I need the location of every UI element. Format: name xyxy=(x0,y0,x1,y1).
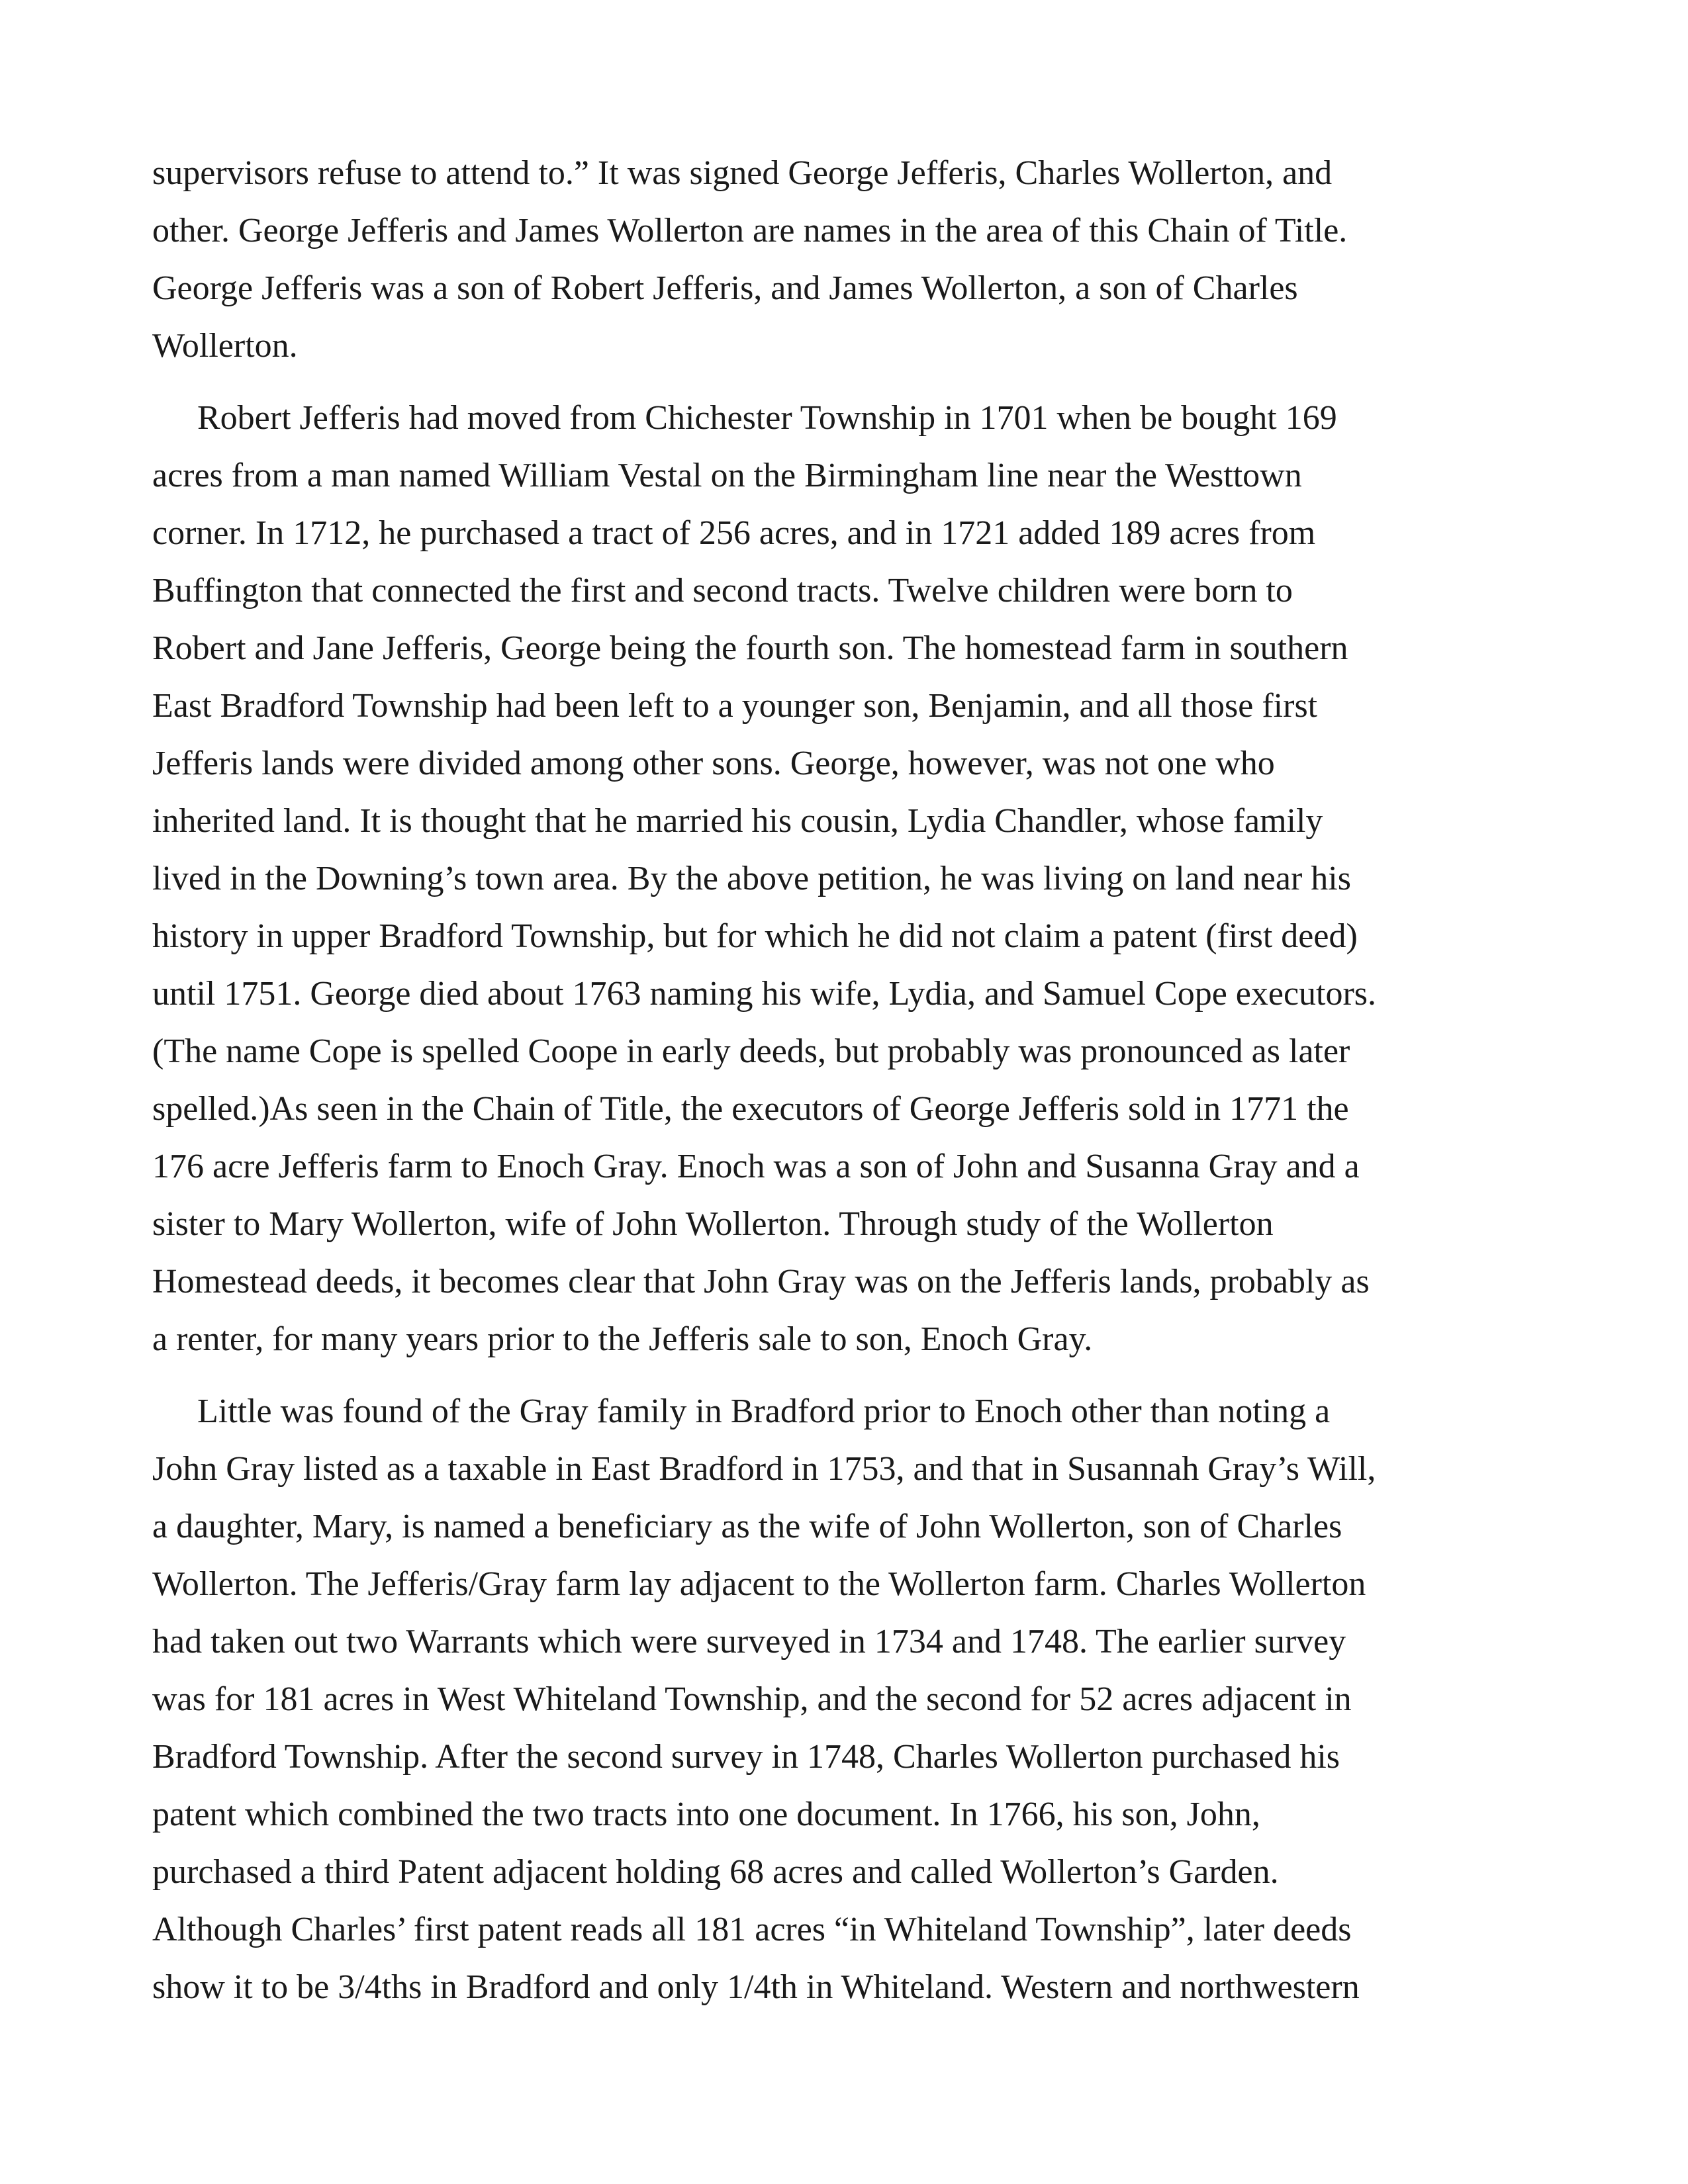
text-line: George Jefferis was a son of Robert Jefferis, and James Wollerton, a son of Charles xyxy=(152,269,1298,307)
text-line: Homestead deeds, it becomes clear that John Gray was on the Jefferis lands, probably as xyxy=(152,1263,1370,1300)
text-line: Little was found of the Gray family in Bradford prior to Enoch other than noting a xyxy=(197,1392,1331,1430)
paragraph-2 xyxy=(152,389,1549,1368)
text-line: until 1751. George died about 1763 naming his wife, Lydia, and Samuel Cope executors. xyxy=(152,975,1377,1013)
text-line: East Bradford Township had been left to a younger son, Benjamin, and all those first xyxy=(152,687,1318,725)
text-line: acres from a man named William Vestal on the Birmingham line near the Westtown xyxy=(152,457,1302,494)
text-line: 176 acre Jefferis farm to Enoch Gray. Enoch was a son of John and Susanna Gray and a xyxy=(152,1148,1360,1185)
text-line: patent which combined the two tracts into one document. In 1766, his son, John, xyxy=(152,1796,1260,1833)
text-line: Wollerton. xyxy=(152,327,298,365)
text-line: a daughter, Mary, is named a beneficiary as the wife of John Wollerton, son of Charles xyxy=(152,1508,1342,1545)
paragraph-1 xyxy=(152,144,1549,375)
text-line: other. George Jefferis and James Wollerton are names in the area of this Chain of Title. xyxy=(152,212,1348,250)
text-line: (The name Cope is spelled Coope in early deeds, but probably was pronounced as later xyxy=(152,1032,1350,1070)
text-line: spelled.)As seen in the Chain of Title, the executors of George Jefferis sold in 1771 the xyxy=(152,1090,1349,1128)
text-line: Wollerton. The Jefferis/Gray farm lay adjacent to the Wollerton farm. Charles Wollerton xyxy=(152,1565,1366,1603)
text-line: a renter, for many years prior to the Jefferis sale to son, Enoch Gray. xyxy=(152,1320,1093,1358)
text-line: lived in the Downing’s town area. By the above petition, he was living on land near his xyxy=(152,860,1351,897)
text-line: corner. In 1712, he purchased a tract of 256 acres, and in 1721 added 189 acres from xyxy=(152,514,1316,552)
text-line: Robert and Jane Jefferis, George being the fourth son. The homestead farm in southern xyxy=(152,629,1348,667)
text-line: Bradford Township. After the second survey in 1748, Charles Wollerton purchased his xyxy=(152,1738,1340,1776)
text-line: was for 181 acres in West Whiteland Township, and the second for 52 acres adjacent in xyxy=(152,1680,1352,1718)
text-line: Jefferis lands were divided among other sons. George, however, was not one who xyxy=(152,745,1275,782)
text-line: show it to be 3/4ths in Bradford and only 1/4th in Whiteland. Western and northwestern xyxy=(152,1968,1360,2006)
text-line: Buffington that connected the first and second tracts. Twelve children were born to xyxy=(152,572,1293,610)
text-line: had taken out two Warrants which were surveyed in 1734 and 1748. The earlier survey xyxy=(152,1623,1346,1661)
text-line: inherited land. It is thought that he married his cousin, Lydia Chandler, whose family xyxy=(152,802,1323,840)
paragraph-3 xyxy=(152,1383,1549,2016)
document-page xyxy=(152,144,1549,2016)
text-line: Although Charles’ first patent reads all 181 acres “in Whiteland Township”, later deeds xyxy=(152,1911,1352,1948)
text-line: Robert Jefferis had moved from Chichester Township in 1701 when be bought 169 xyxy=(197,399,1337,437)
text-line: John Gray listed as a taxable in East Bradford in 1753, and that in Susannah Gray’s Will, xyxy=(152,1450,1376,1488)
text-line: supervisors refuse to attend to.” It was signed George Jefferis, Charles Wollerton, and xyxy=(152,154,1333,192)
text-line: sister to Mary Wollerton, wife of John Wollerton. Through study of the Wollerton xyxy=(152,1205,1274,1243)
text-line: purchased a third Patent adjacent holding 68 acres and called Wollerton’s Garden. xyxy=(152,1853,1279,1891)
text-line: history in upper Bradford Township, but for which he did not claim a patent (first deed) xyxy=(152,917,1358,955)
